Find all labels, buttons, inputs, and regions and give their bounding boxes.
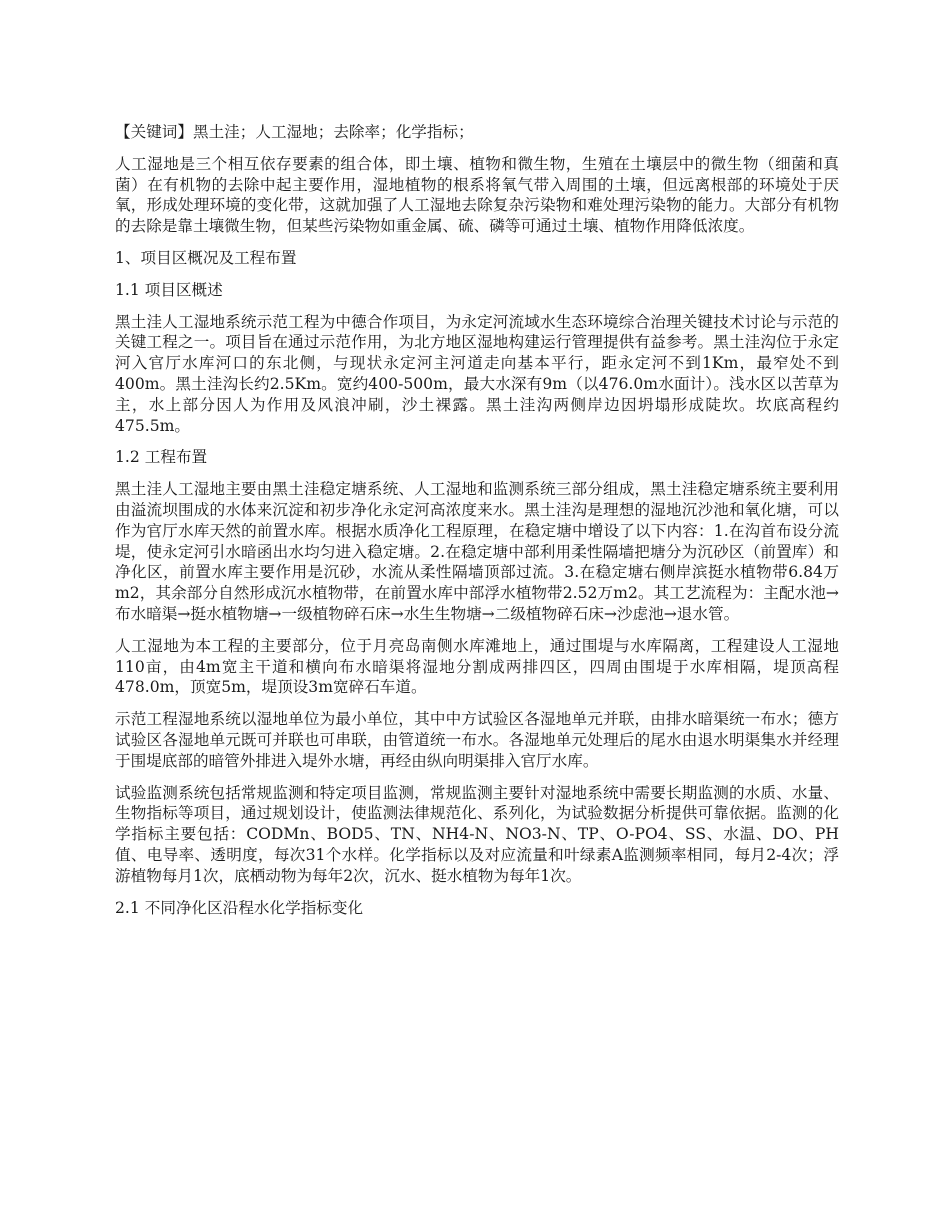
section-1-2-title: 1.2 工程布置 xyxy=(115,448,208,467)
section-1-2-paragraph-3: 示范工程湿地系统以湿地单位为最小单位，其中中方试验区各湿地单元并联，由排水暗渠统一布水；德方试验区各湿地单元既可并联也可串联，由管道统一布水。各湿地单元处理后的尾水由退水明渠集水并经理于围堤底部的暗管外排进入堤外水塘，再经由纵向明渠排入官厅水库。 xyxy=(115,710,839,770)
intro-paragraph: 人工湿地是三个相互依存要素的组合体，即土壤、植物和微生物，生殖在土壤层中的微生物（细菌和真菌）在有机物的去除中起主要作用，湿地植物的根系将氧气带入周围的土壤，但远离根部的环境处于厌氧，形成处理环境的变化带，这就加强了人工湿地去除复杂污染物和难处理污染物的能力。大部分有机物的去除是靠土壤微生物，但某些污染物如重金属、硫、磷等可通过土壤、植物作用降低浓度。 xyxy=(115,154,839,236)
document-body xyxy=(115,122,839,929)
section-1-title: 1、项目区概况及工程布置 xyxy=(115,248,297,267)
section-1-2-paragraph-1: 黑土洼人工湿地主要由黑土洼稳定塘系统、人工湿地和监测系统三部分组成，黑土洼稳定塘系统主要利用由溢流坝围成的水体来沉淀和初步净化永定河高浓度来水。黑土洼沟是理想的湿地沉沙池和氧化塘，可以作为官厅水库天然的前置水库。根据水质净化工程原理，在稳定塘中增设了以下内容：1.在沟首布设分流堤，使永定河引水暗函出水均匀进入稳定塘。2.在稳定塘中部利用柔性隔墙把塘分为沉砂区（前置库）和净化区，前置水库主要作用是沉砂，水流从柔性隔墙顶部过流。3.在稳定塘右侧岸滨挺水植物带6.84万m2，其余部分自然形成沉水植物带，在前置水库中部浮水植物带2.52万m2。其工艺流程为：主配水池→布水暗渠→挺水植物塘→一级植物碎石床→水生生物塘→二级植物碎石床→沙虑池→退水管。 xyxy=(115,480,839,623)
section-2-1-title: 2.1 不同净化区沿程水化学指标变化 xyxy=(115,898,364,917)
keywords-line: 【关键词】黑土洼；人工湿地；去除率；化学指标； xyxy=(115,123,474,141)
section-1-1-title: 1.1 项目区概述 xyxy=(115,280,223,299)
section-1-2-paragraph-2: 人工湿地为本工程的主要部分，位于月亮岛南侧水库滩地上，通过围堤与水库隔离，工程建设人工湿地110亩，由4m宽主干道和横向布水暗渠将湿地分割成两排四区，四周由围堤于水库相隔，堤顶高程478.0m，顶宽5m，堤顶设3m宽碎石车道。 xyxy=(115,636,839,697)
section-1-2-paragraph-4: 试验监测系统包括常规监测和特定项目监测，常规监测主要针对湿地系统中需要长期监测的水质、水量、生物指标等项目，通过规划设计，使监测法律规范化、系列化，为试验数据分析提供可靠依据。监测的化学指标主要包括：CODMn、BOD5、TN、NH4-N、NO3-N、TP、O-PO4、SS、水温、DO、PH值、电导率、透明度，每次31个水样。化学指标以及对应流量和叶绿素A监测频率相同，每月2-4次；浮游植物每月1次，底栖动物为每年2次，沉水、挺水植物为每年1次。 xyxy=(115,783,839,885)
section-1-1-paragraph: 黑土洼人工湿地系统示范工程为中德合作项目，为永定河流域水生态环境综合治理关键技术讨论与示范的关键工程之一。项目旨在通过示范作用，为北方地区湿地构建运行管理提供有益参考。黑土洼沟位于永定河入官厅水库河口的东北侧，与现状永定河主河道走向基本平行，距永定河不到1Km，最窄处不到400m。黑土洼沟长约2.5Km。宽约400-500m，最大水深有9m（以476.0m水面计）。浅水区以苦草为主，水上部分因人为作用及风浪冲刷，沙土裸露。黑土洼沟两侧岸边因坍塌形成陡坎。坎底高程约475.5m。 xyxy=(115,312,839,435)
